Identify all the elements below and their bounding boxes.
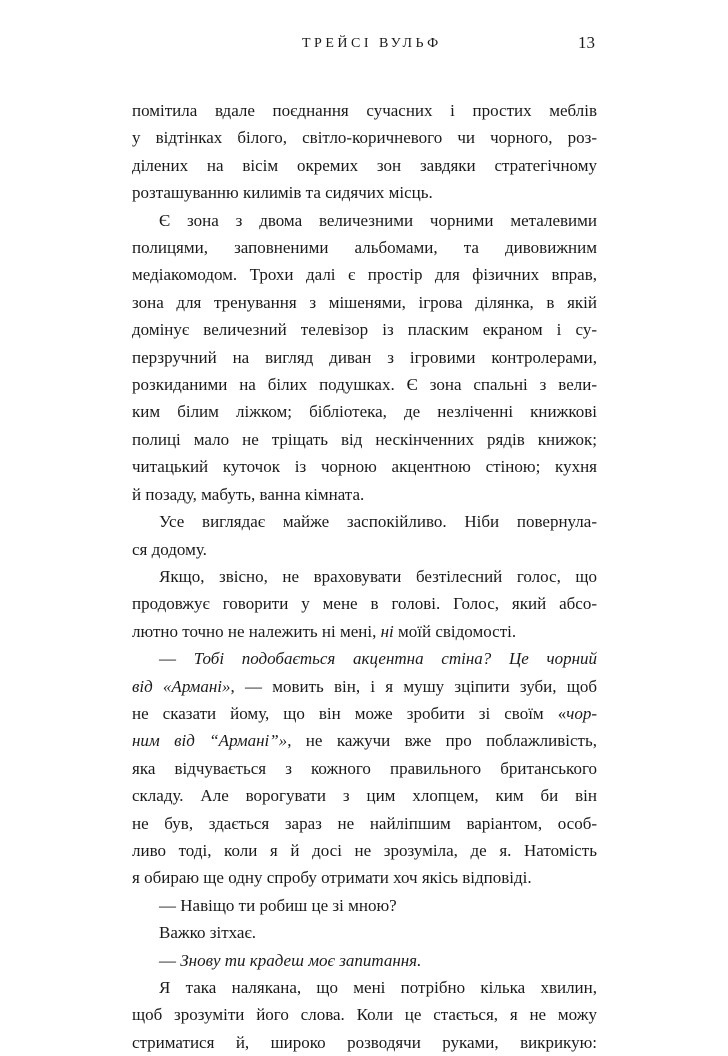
text-segment: ливо тоді, коли я й досі не зрозуміла, де я. Натомість: [132, 840, 597, 860]
text-segment: ділених на вісім окремих зон завдяки стратегічному: [132, 155, 597, 175]
text-segment: Якщо, звісно, не враховувати безтілесний голос, що: [159, 566, 597, 586]
text-segment: розташуванню килимів та сидячих місць.: [132, 183, 433, 203]
text-line: [132, 481, 597, 508]
text-segment: , — мовить він, і я мушу зціпити зуби, щоб: [230, 676, 597, 696]
text-segment: у відтінках білого, світло-коричневого чи чорного, роз-: [132, 128, 597, 148]
text-segment: не був, здається зараз не найліпшим варіантом, особ-: [132, 813, 597, 833]
text-line: [132, 782, 597, 809]
text-line: [132, 316, 597, 343]
text-line: [132, 261, 597, 288]
text-segment: помітила вдале поєднання сучасних і простих меблів: [132, 101, 597, 120]
italic-text: Знову ти крадеш моє запитання.: [180, 950, 422, 970]
text-line: [132, 234, 597, 261]
text-segment: читацький куточок із чорною акцентною стіною; кухня: [132, 457, 597, 477]
text-line: [132, 673, 597, 700]
text-line: [132, 152, 597, 179]
text-segment: — Навіщо ти робиш це зі мною?: [159, 895, 397, 915]
text-line: [132, 453, 597, 480]
page-number: 13: [578, 33, 595, 52]
author-name: ТРЕЙСІ ВУЛЬФ: [302, 36, 442, 51]
text-line: [132, 1001, 597, 1028]
text-line: [132, 536, 597, 563]
running-head: [0, 33, 728, 60]
italic-text: чор-: [566, 703, 597, 723]
text-line: [132, 947, 597, 974]
text-segment: розкиданими на білих подушках. Є зона спальні з вели-: [132, 375, 597, 395]
text-segment: Я така налякана, що мені потрібно кілька хвилин,: [159, 978, 597, 997]
text-segment: моїй свідомості.: [393, 621, 517, 641]
text-segment: полицями, заповненими альбомами, та дивовижним: [132, 238, 597, 258]
text-line: [132, 810, 597, 837]
text-segment: я обираю ще одну спробу отримати хоч якісь відповіді.: [132, 868, 532, 888]
text-line: [132, 426, 597, 453]
text-segment: Важко зітхає.: [159, 923, 257, 943]
text-line: [132, 590, 597, 617]
text-line: [132, 371, 597, 398]
italic-text: Тобі подобається акцентна стіна? Це чорний: [193, 649, 597, 669]
text-line: [132, 1029, 597, 1056]
text-segment: домінує величезний телевізор із пласким екраном і су-: [132, 320, 597, 340]
text-segment: Усе виглядає майже заспокійливо. Ніби повернула-: [159, 512, 597, 532]
italic-text: ним від “Армані”»: [132, 731, 288, 751]
text-segment: складу. Але ворогувати з цим хлопцем, ким би він: [132, 786, 597, 806]
italic-text: ні: [380, 621, 394, 641]
text-segment: , не кажучи вже про поблажливість,: [287, 731, 597, 751]
text-line: [132, 207, 597, 234]
text-segment: щоб зрозуміти його слова. Коли це стається, я не можу: [132, 1005, 597, 1025]
text-line: [132, 124, 597, 151]
text-segment: перзручний на вигляд диван з ігровими контролерами,: [132, 347, 597, 367]
text-line: [132, 645, 597, 672]
text-segment: —: [159, 649, 194, 669]
text-segment: й позаду, мабуть, ванна кімната.: [132, 484, 365, 504]
text-line: [132, 398, 597, 425]
text-segment: зона для тренування з мішенями, ігрова ділянка, в якій: [132, 292, 597, 312]
text-segment: лютно точно не належить ні мені,: [132, 621, 381, 641]
text-segment: Є зона з двома величезними чорними металевими: [159, 210, 597, 230]
text-segment: —: [159, 950, 181, 970]
text-line: [132, 97, 597, 124]
text-line: [132, 974, 597, 1001]
text-line: [132, 563, 597, 590]
text-line: [132, 864, 597, 891]
text-line: [132, 289, 597, 316]
text-segment: ся додому.: [132, 539, 207, 559]
text-line: [132, 700, 597, 727]
text-segment: не сказати йому, що він може зробити зі своїм «: [132, 703, 567, 723]
text-segment: стриматися й, широко розводячи руками, викрикую:: [132, 1032, 597, 1052]
text-segment: полиці мало не тріщать від нескінченних рядів книжок;: [132, 429, 597, 449]
text-line: [132, 727, 597, 754]
text-segment: продовжує говорити у мене в голові. Голос, який абсо-: [132, 594, 597, 614]
text-line: [132, 892, 597, 919]
text-line: [132, 344, 597, 371]
body-text: [132, 97, 597, 1056]
italic-text: від «Армані»: [132, 676, 231, 696]
text-line: [132, 837, 597, 864]
text-segment: медіакомодом. Трохи далі є простір для фізичних вправ,: [132, 265, 597, 285]
text-line: [132, 919, 597, 946]
text-segment: ким білим ліжком; бібліотека, де незліченні книжкові: [132, 402, 597, 422]
text-line: [132, 179, 597, 206]
text-line: [132, 508, 597, 535]
text-line: [132, 755, 597, 782]
text-line: [132, 618, 597, 645]
text-segment: яка відчувається з кожного правильного британського: [132, 758, 597, 778]
